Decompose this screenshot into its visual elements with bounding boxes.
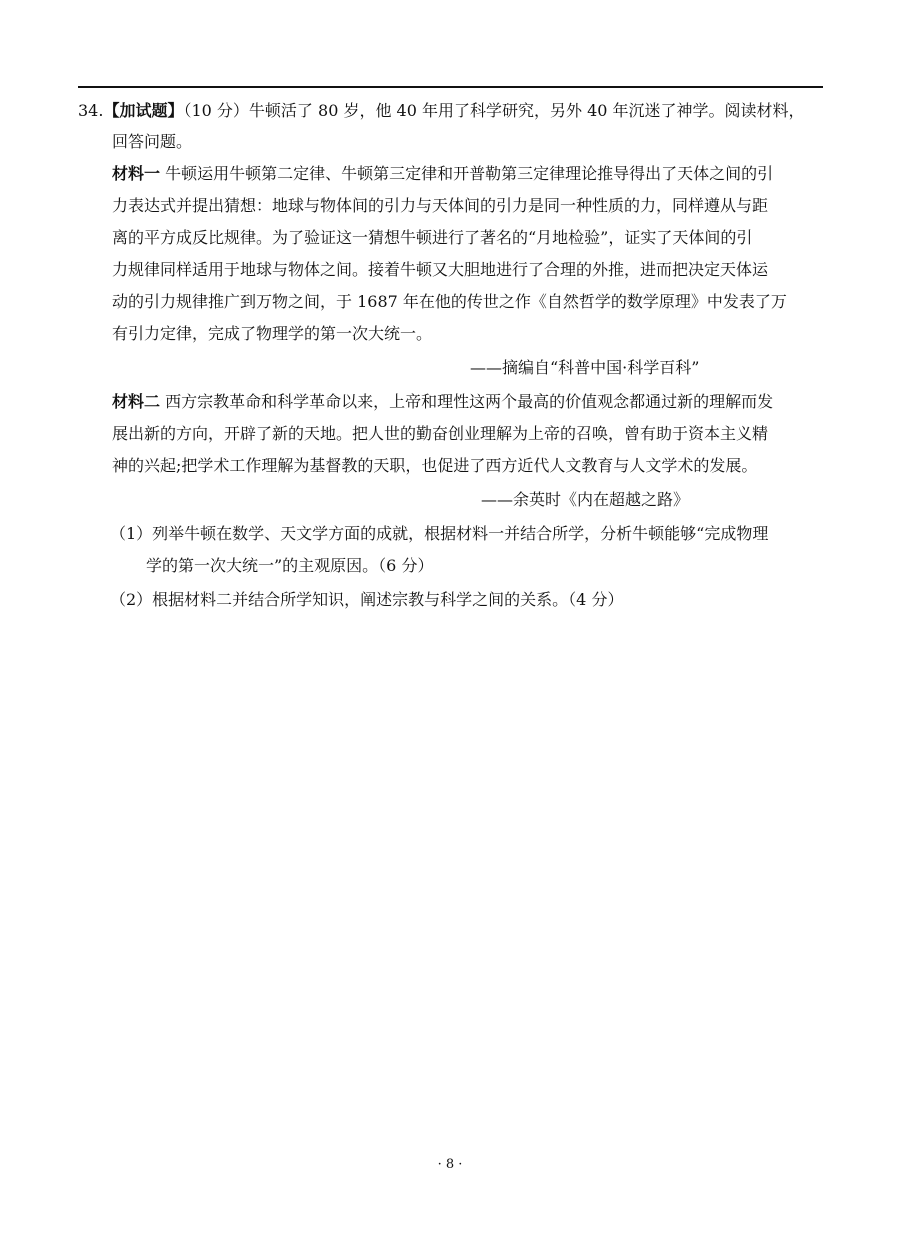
top-rule (78, 86, 823, 88)
material1-line6: 有引力定律，完成了物理学的第一次大统一。 (112, 324, 433, 343)
material2-line3: 神的兴起;把学术工作理解为基督教的天职，也促进了西方近代人文教育与人文学术的发展。 (112, 456, 758, 475)
subquestion-1-line2: 学的第一次大统一”的主观原因。（6 分） (146, 556, 434, 575)
material1-line1-row (112, 163, 773, 185)
material1-line1: 牛顿运用牛顿第二定律、牛顿第三定律和开普勒第三定律理论推导得出了天体之间的引 (165, 164, 774, 183)
subquestion-2: （2）根据材料二并结合所学知识，阐述宗教与科学之间的关系。（4 分） (110, 590, 624, 609)
material1-label: 材料一 (112, 164, 161, 183)
material1-line3: 离的平方成反比规律。为了验证这一猜想牛顿进行了著名的“月地检验”，证实了天体间的引 (112, 228, 753, 247)
question-stem-line1: 牛顿活了 80 岁，他 40 年用了科学研究，另外 40 年沉迷了神学。阅读材料， (248, 101, 805, 120)
material2-label: 材料二 (112, 392, 161, 411)
question-tag: 【加试题】 (103, 101, 184, 120)
material1-line2: 力表达式并提出猜想：地球与物体间的引力与天体间的引力是同一种性质的力，同样遵从与距 (112, 196, 769, 215)
question-stem-line2: 回答问题。 (112, 132, 193, 151)
material1-line5: 动的引力规律推广到万物之间，于 1687 年在他的传世之作《自然哲学的数学原理》中发表了万 (112, 292, 787, 311)
material2-line1: 西方宗教革命和科学革命以来，上帝和理性这两个最高的价值观念都通过新的理解而发 (165, 392, 774, 411)
question-score: （10 分） (183, 101, 249, 120)
material1-line4: 力规律同样适用于地球与物体之间。接着牛顿又大胆地进行了合理的外推，进而把决定天体运 (112, 260, 769, 279)
page-number: · 8 · (437, 1157, 463, 1172)
question-number: 34. (78, 101, 104, 120)
material2-line1-row (112, 391, 773, 413)
material2-source: ——余英时《内在超越之路》 (481, 490, 690, 509)
subquestion-1-line1: （1）列举牛顿在数学、天文学方面的成就，根据材料一并结合所学，分析牛顿能够“完成物理 (110, 524, 769, 543)
material2-line2: 展出新的方向，开辟了新的天地。把人世的勤奋创业理解为上帝的召唤，曾有助于资本主义精 (112, 424, 769, 443)
material1-source: ——摘编自“科普中国·科学百科” (470, 358, 700, 377)
question-header (78, 100, 805, 122)
